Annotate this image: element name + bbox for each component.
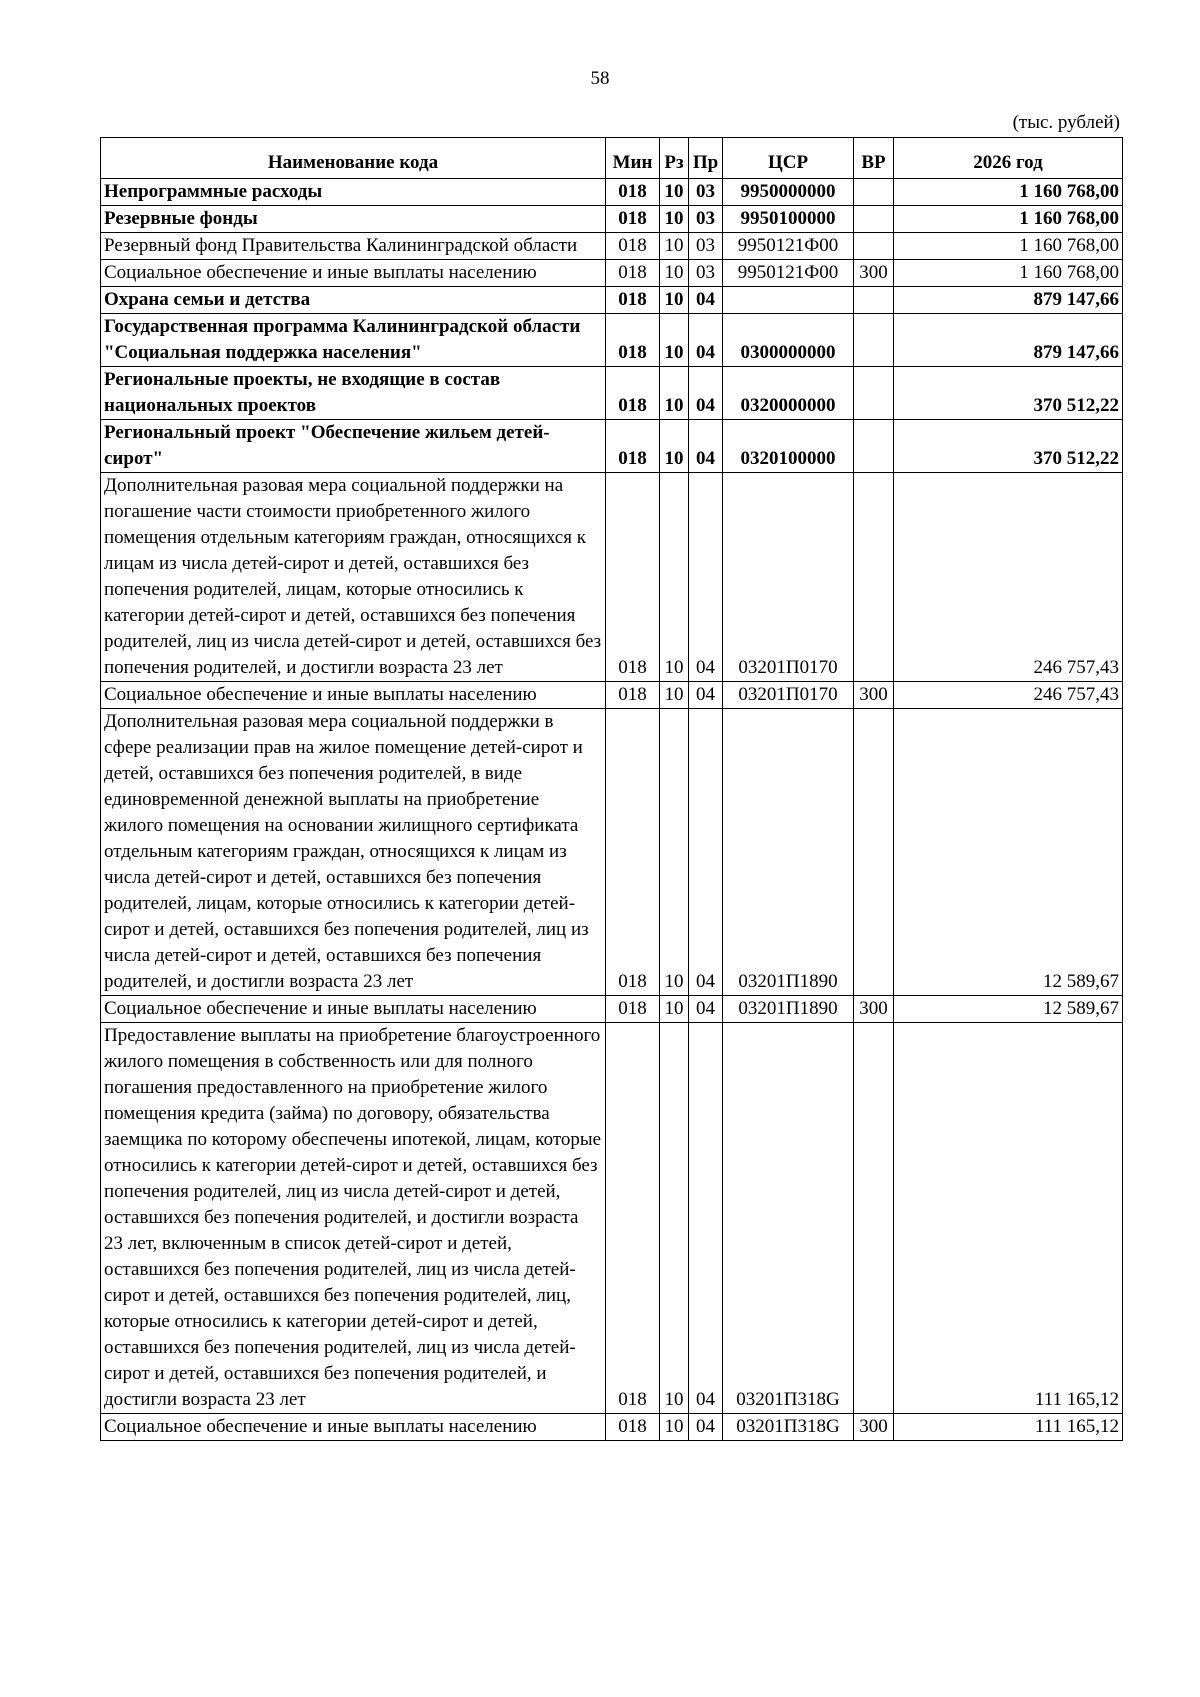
cell-name: Социальное обеспечение и иные выплаты населению [101, 1414, 606, 1441]
cell-min: 018 [606, 179, 660, 206]
table-row [101, 709, 1123, 996]
cell-rz: 10 [660, 473, 689, 682]
cell-vr: 300 [854, 682, 894, 709]
cell-min: 018 [606, 314, 660, 367]
cell-pr: 03 [689, 206, 723, 233]
table-row [101, 1414, 1123, 1441]
cell-rz: 10 [660, 260, 689, 287]
cell-name: Региональный проект "Обеспечение жильем детей-сирот" [101, 420, 606, 473]
col-header-min: Мин [606, 138, 660, 179]
cell-amount: 1 160 768,00 [894, 179, 1123, 206]
cell-name: Резервные фонды [101, 206, 606, 233]
cell-csr: 03201П1890 [723, 996, 854, 1023]
col-header-rz: Рз [660, 138, 689, 179]
cell-name: Социальное обеспечение и иные выплаты населению [101, 682, 606, 709]
cell-rz: 10 [660, 314, 689, 367]
cell-amount: 111 165,12 [894, 1414, 1123, 1441]
cell-pr: 04 [689, 420, 723, 473]
cell-csr: 03201П1890 [723, 709, 854, 996]
cell-min: 018 [606, 1414, 660, 1441]
cell-min: 018 [606, 233, 660, 260]
table-row [101, 179, 1123, 206]
table-row [101, 473, 1123, 682]
cell-rz: 10 [660, 233, 689, 260]
cell-vr [854, 1023, 894, 1414]
cell-rz: 10 [660, 206, 689, 233]
cell-amount: 879 147,66 [894, 314, 1123, 367]
cell-pr: 04 [689, 996, 723, 1023]
cell-csr: 03201П0170 [723, 473, 854, 682]
table-row [101, 682, 1123, 709]
cell-name: Дополнительная разовая мера социальной поддержки на погашение части стоимости приобретенного жилого помещения отдельным категориям граждан, относящихся к лицам из числа детей-сирот и детей, оставшихся без попечения родителей, лицам, которые относились к категории детей-сирот и детей, оставшихся без попечения родителей, лиц из числа детей-сирот и детей, оставшихся без попечения родителей, и достигли возраста 23 лет [101, 473, 606, 682]
cell-vr [854, 367, 894, 420]
cell-vr: 300 [854, 1414, 894, 1441]
cell-rz: 10 [660, 996, 689, 1023]
cell-amount: 1 160 768,00 [894, 260, 1123, 287]
col-header-pr: Пр [689, 138, 723, 179]
cell-csr: 03201П0170 [723, 682, 854, 709]
budget-table [100, 137, 1123, 1441]
cell-amount: 246 757,43 [894, 682, 1123, 709]
cell-amount: 370 512,22 [894, 367, 1123, 420]
units-label: (тыс. рублей) [1012, 112, 1120, 133]
cell-csr: 0320000000 [723, 367, 854, 420]
table-row [101, 287, 1123, 314]
cell-pr: 03 [689, 179, 723, 206]
cell-vr [854, 314, 894, 367]
cell-csr: 03201П318G [723, 1414, 854, 1441]
cell-csr: 9950121Ф00 [723, 233, 854, 260]
cell-pr: 04 [689, 709, 723, 996]
table-row [101, 314, 1123, 367]
table-row [101, 260, 1123, 287]
cell-min: 018 [606, 287, 660, 314]
cell-vr [854, 420, 894, 473]
page-number: 58 [590, 68, 610, 89]
cell-csr: 9950121Ф00 [723, 260, 854, 287]
cell-min: 018 [606, 996, 660, 1023]
table-row [101, 420, 1123, 473]
cell-name: Предоставление выплаты на приобретение благоустроенного жилого помещения в собственность или для полного погашения предоставленного на приобретение жилого помещения кредита (займа) по договору, обязательства заемщика по которому обеспечены ипотекой, лицам, которые относились к категории детей-сирот и детей, оставшихся без попечения родителей, лиц из числа детей-сирот и детей, оставшихся без попечения родителей, и достигли возраста 23 лет, включенным в список детей-сирот и детей, оставшихся без попечения родителей, лиц из числа детей-сирот и детей, оставшихся без попечения родителей, лиц, которые относились к категории детей-сирот и детей, оставшихся без попечения родителей, лиц из числа детей-сирот и детей, оставшихся без попечения родителей, и достигли возраста 23 лет [101, 1023, 606, 1414]
cell-vr [854, 709, 894, 996]
cell-csr: 9950000000 [723, 179, 854, 206]
cell-min: 018 [606, 682, 660, 709]
cell-vr [854, 179, 894, 206]
cell-csr: 0300000000 [723, 314, 854, 367]
header-row [101, 138, 1123, 179]
cell-pr: 04 [689, 314, 723, 367]
cell-min: 018 [606, 420, 660, 473]
cell-amount: 1 160 768,00 [894, 233, 1123, 260]
cell-amount: 12 589,67 [894, 709, 1123, 996]
cell-amount: 1 160 768,00 [894, 206, 1123, 233]
table-row [101, 206, 1123, 233]
cell-rz: 10 [660, 709, 689, 996]
cell-pr: 03 [689, 260, 723, 287]
cell-min: 018 [606, 709, 660, 996]
cell-amount: 111 165,12 [894, 1023, 1123, 1414]
col-header-csr: ЦСР [723, 138, 854, 179]
cell-csr: 03201П318G [723, 1023, 854, 1414]
cell-vr [854, 287, 894, 314]
cell-name: Непрограммные расходы [101, 179, 606, 206]
cell-amount: 879 147,66 [894, 287, 1123, 314]
cell-amount: 12 589,67 [894, 996, 1123, 1023]
cell-vr [854, 233, 894, 260]
cell-vr: 300 [854, 260, 894, 287]
table-row [101, 996, 1123, 1023]
cell-amount: 370 512,22 [894, 420, 1123, 473]
cell-rz: 10 [660, 420, 689, 473]
cell-csr: 9950100000 [723, 206, 854, 233]
cell-name: Социальное обеспечение и иные выплаты населению [101, 996, 606, 1023]
cell-vr: 300 [854, 996, 894, 1023]
cell-name: Государственная программа Калининградской области "Социальная поддержка населения" [101, 314, 606, 367]
cell-pr: 04 [689, 287, 723, 314]
cell-rz: 10 [660, 682, 689, 709]
table-row [101, 367, 1123, 420]
cell-rz: 10 [660, 287, 689, 314]
cell-pr: 04 [689, 473, 723, 682]
cell-name: Дополнительная разовая мера социальной поддержки в сфере реализации прав на жилое помещение детей-сирот и детей, оставшихся без попечения родителей, в виде единовременной денежной выплаты на приобретение жилого помещения на основании жилищного сертификата отдельным категориям граждан, относящихся к лицам из числа детей-сирот и детей, оставшихся без попечения родителей, лицам, которые относились к категории детей-сирот и детей, оставшихся без попечения родителей, лиц из числа детей-сирот и детей, оставшихся без попечения родителей, и достигли возраста 23 лет [101, 709, 606, 996]
cell-rz: 10 [660, 367, 689, 420]
cell-vr [854, 473, 894, 682]
cell-name: Резервный фонд Правительства Калининградской области [101, 233, 606, 260]
cell-min: 018 [606, 473, 660, 682]
cell-name: Социальное обеспечение и иные выплаты населению [101, 260, 606, 287]
col-header-year: 2026 год [894, 138, 1123, 179]
table-row [101, 233, 1123, 260]
cell-csr: 0320100000 [723, 420, 854, 473]
cell-rz: 10 [660, 1023, 689, 1414]
cell-name: Охрана семьи и детства [101, 287, 606, 314]
cell-name: Региональные проекты, не входящие в состав национальных проектов [101, 367, 606, 420]
cell-rz: 10 [660, 1414, 689, 1441]
cell-min: 018 [606, 1023, 660, 1414]
cell-rz: 10 [660, 179, 689, 206]
table-row [101, 1023, 1123, 1414]
cell-csr [723, 287, 854, 314]
cell-min: 018 [606, 260, 660, 287]
cell-min: 018 [606, 206, 660, 233]
cell-pr: 04 [689, 682, 723, 709]
cell-vr [854, 206, 894, 233]
cell-pr: 04 [689, 1023, 723, 1414]
cell-amount: 246 757,43 [894, 473, 1123, 682]
cell-pr: 04 [689, 1414, 723, 1441]
col-header-name: Наименование кода [101, 138, 606, 179]
cell-pr: 03 [689, 233, 723, 260]
col-header-vr: ВР [854, 138, 894, 179]
cell-pr: 04 [689, 367, 723, 420]
cell-min: 018 [606, 367, 660, 420]
